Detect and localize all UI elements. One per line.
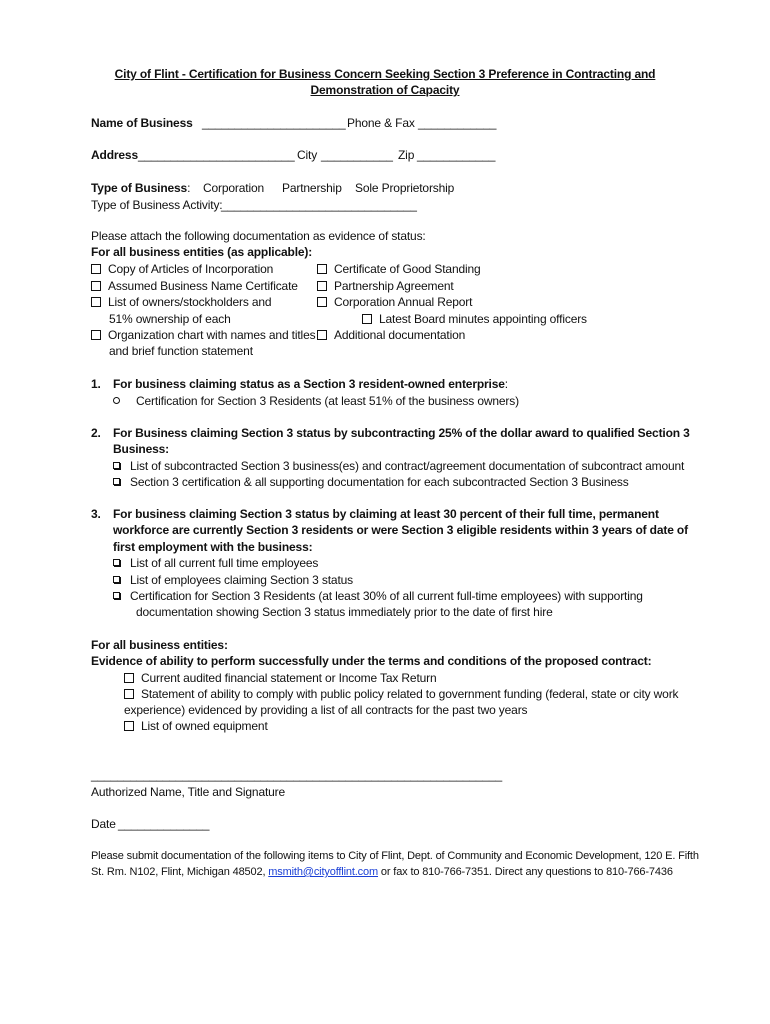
- section-3-item-1[interactable]: List of all current full time employees: [113, 555, 318, 571]
- doc-owners-item-cont: 51% ownership of each: [109, 312, 231, 326]
- title-line-2: Demonstration of Capacity: [310, 83, 460, 97]
- circle-bullet-icon: [113, 397, 120, 404]
- address-label: Address: [91, 148, 138, 162]
- checkbox-icon[interactable]: [124, 689, 134, 699]
- title-line-1: City of Flint - Certification for Business Concern Seeking Section 3 Preference in Contracting and: [114, 67, 656, 81]
- doc-org-chart-item[interactable]: Organization chart with names and titles: [91, 327, 315, 343]
- option-partnership[interactable]: Partnership: [282, 181, 342, 195]
- phone-fax-field[interactable]: ____________: [418, 116, 497, 130]
- evidence-heading: Evidence of ability to perform successfully under the terms and conditions of the proposed contract:: [91, 654, 652, 668]
- city-field[interactable]: ___________: [321, 148, 393, 162]
- doc-board-minutes-item[interactable]: Latest Board minutes appointing officers: [362, 311, 587, 327]
- checkbox-icon[interactable]: [91, 264, 101, 274]
- zip-field[interactable]: ____________: [417, 148, 496, 162]
- contact-email-link[interactable]: msmith@cityofflint.com: [268, 866, 379, 878]
- section-3-heading-line-3: first employment with the business:: [113, 540, 313, 554]
- section-1-heading: For business claiming status as a Section 3 resident-owned enterprise:: [113, 377, 508, 391]
- zip-label: Zip: [398, 148, 415, 162]
- signature-label: Authorized Name, Title and Signature: [91, 785, 286, 799]
- footer-line-1: Please submit documentation of the following items to City of Flint, Dept. of Community and Economic Development, 120 E. Fifth: [91, 850, 699, 862]
- option-corporation[interactable]: Corporation: [203, 181, 265, 195]
- signature-line[interactable]: _______________________________________________________________: [91, 768, 503, 782]
- section-2-item-1[interactable]: List of subcontracted Section 3 business(es) and contract/agreement documentation of subcontract amount: [113, 458, 684, 474]
- section-2-heading-line-1: For Business claiming Section 3 status by subcontracting 25% of the dollar award to qualified Section 3: [113, 426, 690, 440]
- documentation-intro: Please attach the following documentation as evidence of status:: [91, 229, 426, 243]
- section-3-number: 3.: [91, 507, 101, 521]
- doc-annual-report-item[interactable]: Corporation Annual Report: [317, 294, 472, 310]
- checkbox-icon[interactable]: [91, 330, 101, 340]
- phone-fax-label: Phone & Fax: [347, 116, 415, 130]
- evidence-item-1[interactable]: Current audited financial statement or Income Tax Return: [124, 670, 437, 686]
- documentation-heading: For all business entities (as applicable):: [91, 245, 313, 259]
- doc-owners-item[interactable]: List of owners/stockholders and: [91, 294, 271, 310]
- section-2-heading-line-2: Business:: [113, 442, 170, 456]
- section-3-heading-line-2: workforce are currently Section 3 residents or were Section 3 eligible residents within 3 years of date of: [113, 523, 688, 537]
- evidence-item-2-cont: experience) evidenced by providing a list of all contracts for the past two years: [124, 703, 528, 717]
- evidence-item-2[interactable]: Statement of ability to comply with public policy related to government funding (federal, state or city work: [124, 686, 678, 702]
- doc-org-chart-item-cont: and brief function statement: [109, 344, 253, 358]
- square-bullet-icon: [113, 462, 120, 469]
- section-3-heading-line-1: For business claiming Section 3 status by claiming at least 30 percent of their full time, permanent: [113, 507, 659, 521]
- square-bullet-icon: [113, 478, 120, 485]
- date-field[interactable]: ______________: [118, 817, 210, 831]
- section-3-item-3-cont: documentation showing Section 3 status immediately prior to the date of first hire: [136, 605, 553, 619]
- section-2-item-2[interactable]: Section 3 certification & all supporting documentation for each subcontracted Section 3 Business: [113, 474, 629, 490]
- section-1-item[interactable]: Certification for Section 3 Residents (at least 51% of the business owners): [113, 393, 519, 409]
- evidence-item-3[interactable]: List of owned equipment: [124, 718, 268, 734]
- checkbox-icon[interactable]: [124, 673, 134, 683]
- section-2-number: 2.: [91, 426, 101, 440]
- checkbox-icon[interactable]: [91, 281, 101, 291]
- all-entities-heading: For all business entities:: [91, 638, 228, 652]
- doc-additional-item[interactable]: Additional documentation: [317, 327, 465, 343]
- section-3-item-2[interactable]: List of employees claiming Section 3 status: [113, 572, 353, 588]
- square-bullet-icon: [113, 592, 120, 599]
- checkbox-icon[interactable]: [317, 330, 327, 340]
- type-colon: :: [187, 181, 191, 195]
- option-sole-proprietorship[interactable]: Sole Proprietorship: [355, 181, 455, 195]
- doc-good-standing-item[interactable]: Certificate of Good Standing: [317, 261, 481, 277]
- doc-partnership-item[interactable]: Partnership Agreement: [317, 278, 454, 294]
- section-1-number: 1.: [91, 377, 101, 391]
- section-3-item-3[interactable]: Certification for Section 3 Residents (at least 30% of all current full-time employees) with supporting: [113, 588, 643, 604]
- doc-articles-item[interactable]: Copy of Articles of Incorporation: [91, 261, 273, 277]
- city-label: City: [297, 148, 318, 162]
- doc-business-name-item[interactable]: Assumed Business Name Certificate: [91, 278, 298, 294]
- checkbox-icon[interactable]: [362, 314, 372, 324]
- type-of-business-label: Type of Business: [91, 181, 188, 195]
- square-bullet-icon: [113, 576, 120, 583]
- type-of-business: [91, 180, 190, 196]
- square-bullet-icon: [113, 559, 120, 566]
- checkbox-icon[interactable]: [317, 281, 327, 291]
- checkbox-icon[interactable]: [317, 297, 327, 307]
- checkbox-icon[interactable]: [317, 264, 327, 274]
- checkbox-icon[interactable]: [91, 297, 101, 307]
- business-activity-field[interactable]: ______________________________: [221, 198, 417, 212]
- checkbox-icon[interactable]: [124, 721, 134, 731]
- name-of-business-label: Name of Business: [91, 116, 193, 130]
- address-field[interactable]: ________________________: [138, 148, 295, 162]
- date-label: Date: [91, 817, 116, 831]
- business-activity-label: Type of Business Activity:: [91, 198, 223, 212]
- name-of-business-field[interactable]: ______________________: [202, 116, 346, 130]
- footer-line-2: St. Rm. N102, Flint, Michigan 48502, msmith@cityofflint.com or fax to 810-766-7351. Direct any questions to 810-766-7436: [91, 866, 673, 878]
